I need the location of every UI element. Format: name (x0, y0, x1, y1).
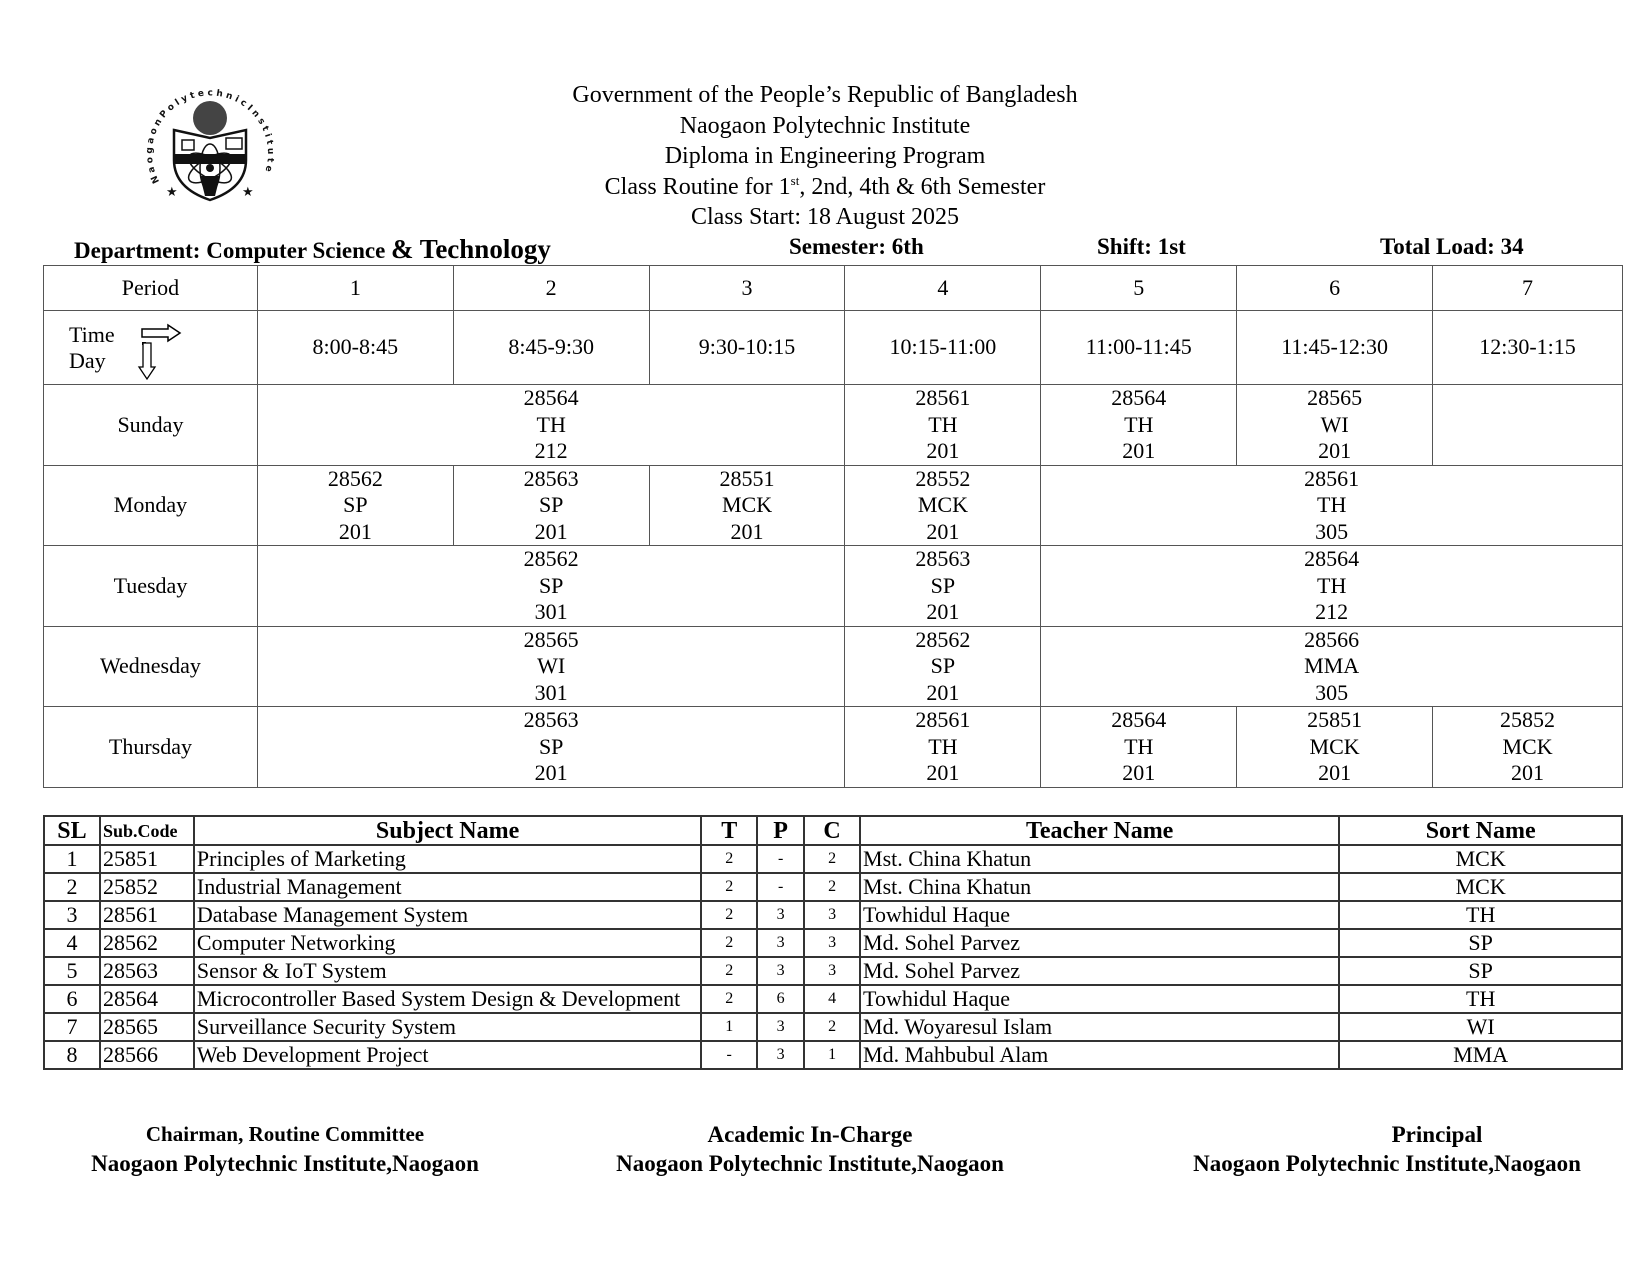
theory-cell: 2 (701, 901, 757, 929)
code-cell: 28564 (100, 985, 194, 1013)
period-row (44, 266, 1623, 311)
time-slot-6: 11:45-12:30 (1237, 311, 1433, 385)
teacher-name-cell: Md. Woyaresul Islam (860, 1013, 1339, 1041)
code-cell: 28566 (100, 1041, 194, 1069)
class-cell: 25851 MCK 201 (1237, 707, 1433, 788)
table-row (44, 1013, 1622, 1041)
short-name-cell: WI (1339, 1013, 1622, 1041)
table-row (44, 845, 1622, 873)
credit-cell: 2 (804, 845, 860, 873)
program-name: Diploma in Engineering Program (664, 143, 986, 169)
class-cell: 28561 TH 201 (845, 385, 1041, 466)
teacher-name-cell: Mst. China Khatun (860, 845, 1339, 873)
class-cell: 28564 TH 212 (257, 385, 845, 466)
theory-cell: - (701, 1041, 757, 1069)
arrow-down-icon (137, 341, 157, 381)
credit-cell: 4 (804, 985, 860, 1013)
subject-name-cell: Computer Networking (194, 929, 701, 957)
teacher-name-cell: Mst. China Khatun (860, 873, 1339, 901)
theory-cell: 2 (701, 845, 757, 873)
theory-cell: 2 (701, 985, 757, 1013)
svg-text:★: ★ (166, 184, 178, 199)
class-cell: 28562 SP 201 (845, 626, 1041, 707)
class-cell: 28562 SP 301 (257, 546, 845, 627)
sl-cell: 5 (44, 957, 100, 985)
signature-academic-in-charge: Academic In-Charge Naogaon Polytechnic Institute,Naogaon (616, 1122, 1004, 1176)
table-row (44, 985, 1622, 1013)
routine-row-sunday (44, 385, 1623, 466)
teacher-name-cell: Towhidul Haque (860, 985, 1339, 1013)
total-load-label: Total Load: 34 (1380, 234, 1524, 259)
col-subject-name: Subject Name (194, 816, 701, 845)
time-slot-7: 12:30-1:15 (1433, 311, 1623, 385)
credit-cell: 2 (804, 873, 860, 901)
day-name: Thursday (44, 707, 258, 788)
subject-name-cell: Principles of Marketing (194, 845, 701, 873)
period-header: Period (44, 266, 258, 311)
period-6: 6 (1237, 266, 1433, 311)
sl-cell: 8 (44, 1041, 100, 1069)
svg-text:N a o g a o n P o l y t e c: N a o g a o n P o l y t e c h n i c I n s t i t u t e (144, 88, 276, 185)
subject-name-cell: Web Development Project (194, 1041, 701, 1069)
routine-title: Class Routine for 1st, 2nd, 4th & 6th Semester (604, 172, 1046, 200)
subject-name-cell: Microcontroller Based System Design & Development (194, 985, 701, 1013)
class-cell: 28563 SP 201 (453, 465, 649, 546)
svg-text:★: ★ (242, 184, 254, 199)
class-cell: 28551 MCK 201 (649, 465, 845, 546)
sl-cell: 6 (44, 985, 100, 1013)
time-label: Time (69, 322, 115, 347)
sl-cell: 7 (44, 1013, 100, 1041)
short-name-cell: TH (1339, 901, 1622, 929)
class-cell: 25852 MCK 201 (1433, 707, 1623, 788)
day-name: Wednesday (44, 626, 258, 707)
code-cell: 25852 (100, 873, 194, 901)
theory-cell: 1 (701, 1013, 757, 1041)
short-name-cell: MCK (1339, 873, 1622, 901)
teacher-name-cell: Md. Mahbubul Alam (860, 1041, 1339, 1069)
code-cell: 28565 (100, 1013, 194, 1041)
class-cell: 28561 TH 305 (1041, 465, 1623, 546)
time-slot-1: 8:00-8:45 (257, 311, 453, 385)
table-row (44, 901, 1622, 929)
credit-cell: 1 (804, 1041, 860, 1069)
col-practical: P (757, 816, 804, 845)
practical-cell: 6 (757, 985, 804, 1013)
period-5: 5 (1041, 266, 1237, 311)
class-cell: 28565 WI 301 (257, 626, 845, 707)
class-cell: 28561 TH 201 (845, 707, 1041, 788)
day-label: Day (69, 348, 106, 373)
routine-row-tuesday (44, 546, 1623, 627)
empty-cell (1433, 385, 1623, 466)
teacher-name-cell: Md. Sohel Parvez (860, 957, 1339, 985)
period-7: 7 (1433, 266, 1623, 311)
code-cell: 28561 (100, 901, 194, 929)
arrow-right-icon (140, 323, 184, 343)
subject-name-cell: Surveillance Security System (194, 1013, 701, 1041)
sl-cell: 2 (44, 873, 100, 901)
class-cell: 28566 MMA 305 (1041, 626, 1623, 707)
practical-cell: 3 (757, 929, 804, 957)
class-start-date: Class Start: 18 August 2025 (690, 204, 960, 230)
day-name: Tuesday (44, 546, 258, 627)
class-cell: 28565 WI 201 (1237, 385, 1433, 466)
teacher-name-cell: Md. Sohel Parvez (860, 929, 1339, 957)
col-sub-code: Sub.Code (100, 816, 194, 845)
signature-principal: Principal Naogaon Polytechnic Institute,Naogaon (1193, 1122, 1581, 1176)
period-3: 3 (649, 266, 845, 311)
period-4: 4 (845, 266, 1041, 311)
time-day-header (44, 311, 258, 385)
code-cell: 28562 (100, 929, 194, 957)
col-teacher-name: Teacher Name (860, 816, 1339, 845)
class-cell: 28563 SP 201 (257, 707, 845, 788)
routine-row-monday (44, 465, 1623, 546)
shift-label: Shift: 1st (1097, 234, 1186, 259)
table-row (44, 929, 1622, 957)
credit-cell: 3 (804, 957, 860, 985)
routine-row-wednesday (44, 626, 1623, 707)
theory-cell: 2 (701, 873, 757, 901)
institute-name: Naogaon Polytechnic Institute (679, 112, 971, 139)
table-row (44, 873, 1622, 901)
code-cell: 25851 (100, 845, 194, 873)
government-title: Government of the People’s Republic of Bangladesh (572, 82, 1078, 108)
period-1: 1 (257, 266, 453, 311)
time-slot-4: 10:15-11:00 (845, 311, 1041, 385)
time-row (44, 311, 1623, 385)
sl-cell: 4 (44, 929, 100, 957)
sl-cell: 1 (44, 845, 100, 873)
time-slot-2: 8:45-9:30 (453, 311, 649, 385)
theory-cell: 2 (701, 957, 757, 985)
sl-cell: 3 (44, 901, 100, 929)
subject-name-cell: Database Management System (194, 901, 701, 929)
teacher-name-cell: Towhidul Haque (860, 901, 1339, 929)
period-2: 2 (453, 266, 649, 311)
short-name-cell: MMA (1339, 1041, 1622, 1069)
credit-cell: 2 (804, 1013, 860, 1041)
subject-list-table (43, 815, 1623, 1070)
practical-cell: - (757, 873, 804, 901)
theory-cell: 2 (701, 929, 757, 957)
practical-cell: 3 (757, 1013, 804, 1041)
class-routine-table (43, 265, 1623, 788)
practical-cell: 3 (757, 901, 804, 929)
class-cell: 28552 MCK 201 (845, 465, 1041, 546)
col-credit: C (804, 816, 860, 845)
class-cell: 28564 TH 212 (1041, 546, 1623, 627)
credit-cell: 3 (804, 929, 860, 957)
class-cell: 28564 TH 201 (1041, 707, 1237, 788)
credit-cell: 3 (804, 901, 860, 929)
signature-chairman: Chairman, Routine Committee Naogaon Polytechnic Institute,Naogaon (91, 1122, 479, 1176)
col-sl: SL (44, 816, 100, 845)
day-name: Sunday (44, 385, 258, 466)
col-theory: T (701, 816, 757, 845)
department-label: Department: Computer Science & Technology (74, 234, 551, 264)
short-name-cell: MCK (1339, 845, 1622, 873)
short-name-cell: SP (1339, 929, 1622, 957)
practical-cell: 3 (757, 957, 804, 985)
document-header (0, 80, 1650, 233)
class-cell: 28563 SP 201 (845, 546, 1041, 627)
short-name-cell: SP (1339, 957, 1622, 985)
routine-row-thursday (44, 707, 1623, 788)
subject-name-cell: Sensor & IoT System (194, 957, 701, 985)
table-row (44, 957, 1622, 985)
short-name-cell: TH (1339, 985, 1622, 1013)
time-slot-5: 11:00-11:45 (1041, 311, 1237, 385)
time-slot-3: 9:30-10:15 (649, 311, 845, 385)
semester-label: Semester: 6th (789, 234, 924, 259)
subject-header-row (44, 816, 1622, 845)
subject-name-cell: Industrial Management (194, 873, 701, 901)
practical-cell: 3 (757, 1041, 804, 1069)
class-cell: 28562 SP 201 (257, 465, 453, 546)
practical-cell: - (757, 845, 804, 873)
day-name: Monday (44, 465, 258, 546)
col-short-name: Sort Name (1339, 816, 1622, 845)
table-row (44, 1041, 1622, 1069)
code-cell: 28563 (100, 957, 194, 985)
class-cell: 28564 TH 201 (1041, 385, 1237, 466)
